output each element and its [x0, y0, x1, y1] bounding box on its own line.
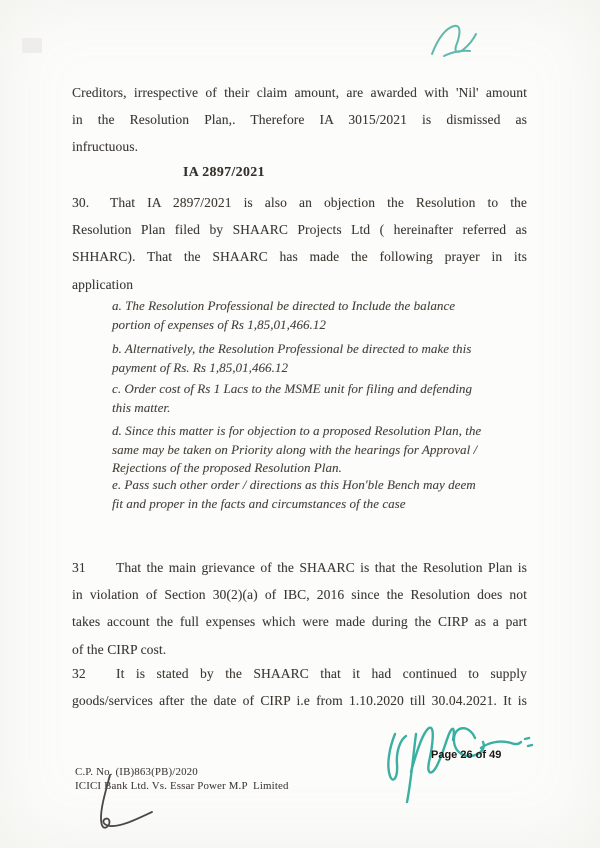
paragraph-text: It is stated by the SHAARC that it had continued to supply goods/services after the date of CIRP i.e from 1.10.2020 till 30.04.2021. It is [72, 666, 527, 709]
prayer-item-a: a. The Resolution Professional be directed to Include the balance portion of expenses of Rs 1,85,01,466.12 [112, 298, 456, 332]
section-heading: IA 2897/2021 [183, 164, 265, 179]
prayer-item-b: b. Alternatively, the Resolution Professional be directed to make this payment of Rs. Rs 1,85,01,466.12 [112, 341, 472, 375]
initials-strokes [432, 26, 476, 56]
page-number-badge: Page 26 of 49 [431, 749, 502, 761]
footer-case-title: ICICI Bank Ltd. Vs. Essar Power M.P Limited [75, 780, 289, 792]
pen-scribble [88, 772, 168, 842]
paragraph-text: That IA 2897/2021 is also an objection the Resolution to the Resolution Plan filed by SHAARC Projects Ltd ( hereinafter referred as SHHARC). That the SHAARC has made the following prayer in its application [72, 195, 527, 292]
intro-paragraph: Creditors, irrespective of their claim amount, are awarded with 'Nil' amount in the Resolution Plan,. Therefore IA 3015/2021 is dismissed as infructuous. [72, 85, 527, 155]
paragraph-number: 31 [72, 560, 86, 575]
paragraph-30 [72, 189, 527, 298]
paragraph-31 [72, 554, 527, 663]
paragraph-number: 32 [72, 666, 86, 681]
paragraph-number: 30. [72, 195, 90, 210]
top-right-initials-mark [424, 16, 484, 71]
paragraph-text: That the main grievance of the SHAARC is that the Resolution Plan is in violation of Section 30(2)(a) of IBC, 2016 since the Resolution does not takes account the full expenses which were made during the CIRP as a part of the CIRP cost. [72, 560, 527, 657]
prayer-item-d: d. Since this matter is for objection to a proposed Resolution Plan, the same may be taken on Priority along with the hearings for Approval / Rejections of the proposed Resolution Plan. [112, 423, 482, 476]
prayer-item-e: e. Pass such other order / directions as this Hon'ble Bench may deem fit and proper in the facts and circumstances of the case [112, 477, 476, 511]
paragraph-32 [72, 660, 527, 714]
footer-case-number: C.P. No. (IB)863(PB)/2020 [75, 766, 198, 778]
signature-strokes [388, 728, 532, 802]
scan-artifact [22, 38, 42, 53]
pen-strokes [101, 775, 152, 828]
prayer-item-c: c. Order cost of Rs 1 Lacs to the MSME unit for filing and defending this matter. [112, 381, 473, 415]
